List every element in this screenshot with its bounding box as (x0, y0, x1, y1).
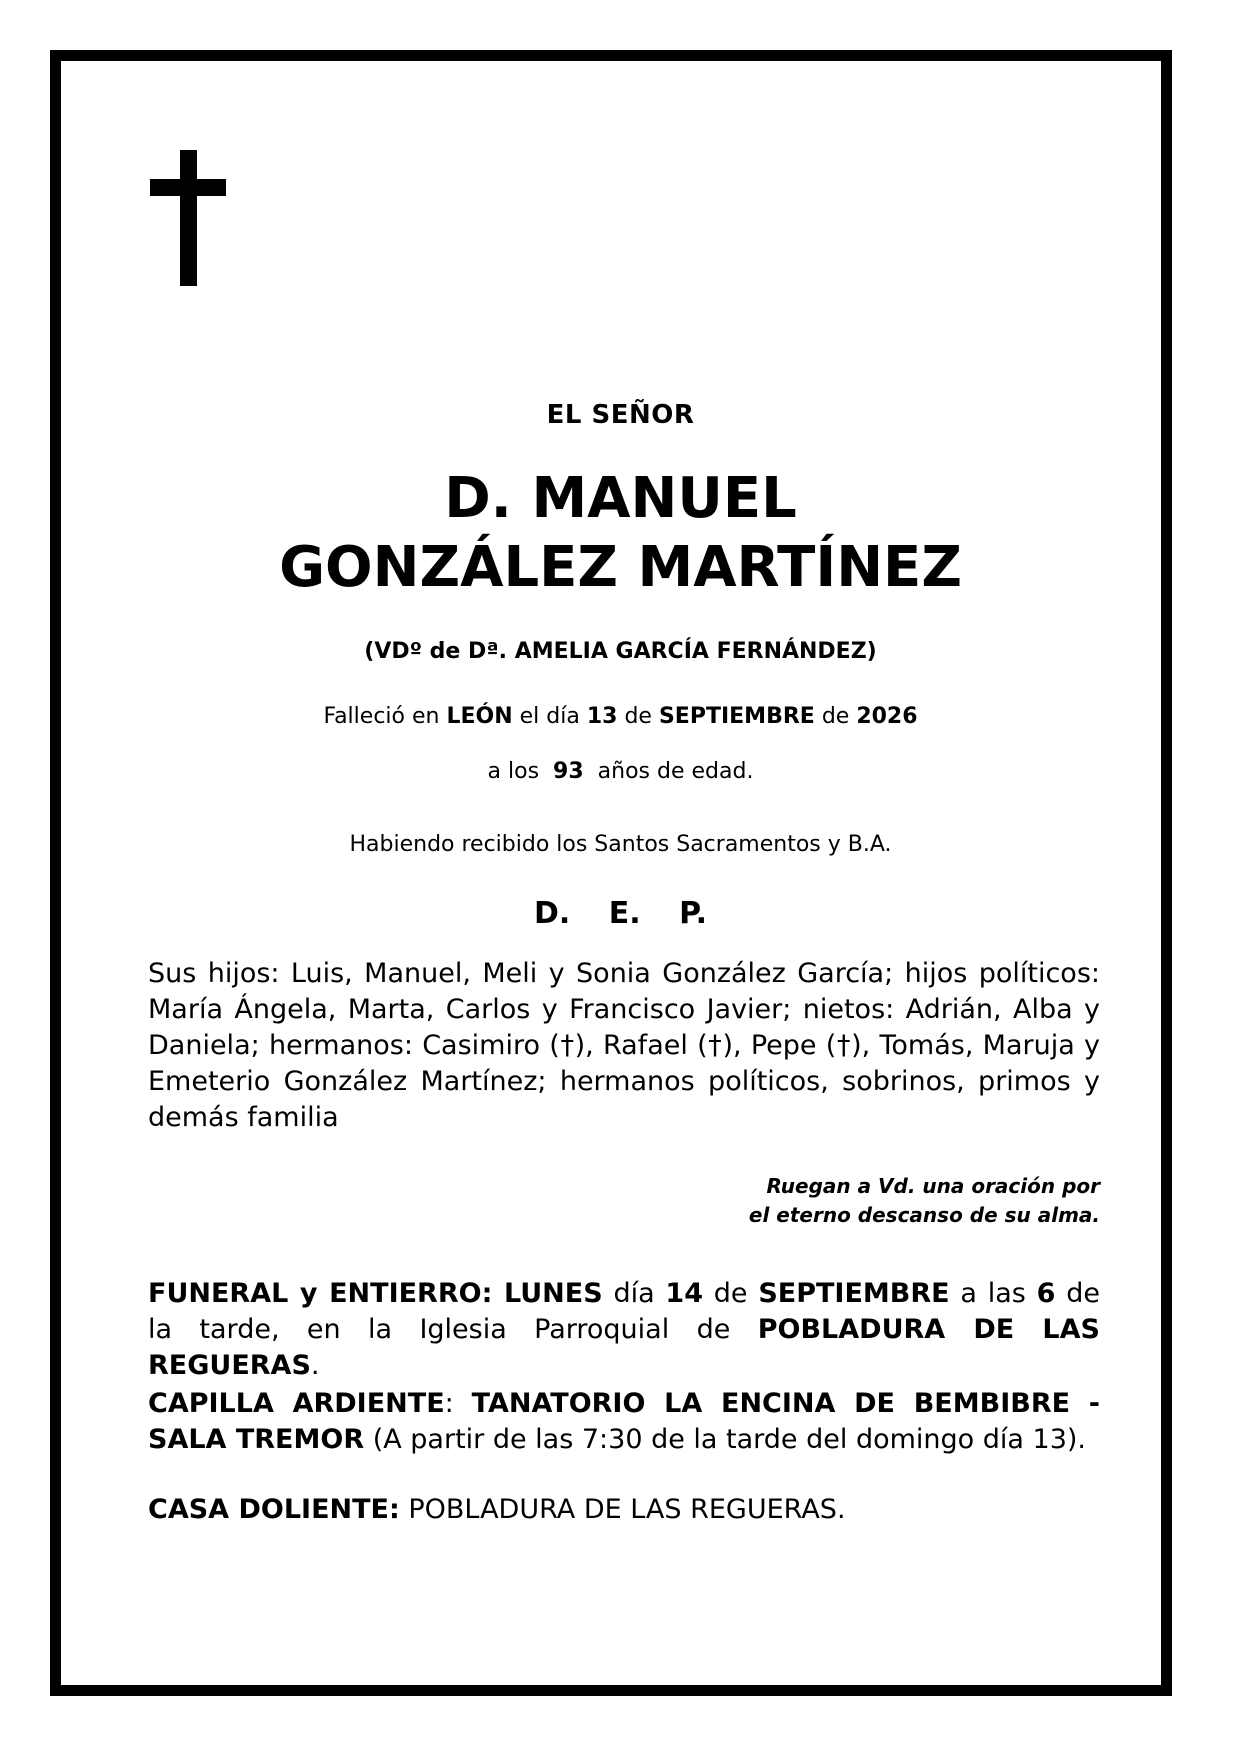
chapel-label: CAPILLA ARDIENTE (148, 1388, 445, 1419)
death-day-word: el día (519, 704, 580, 729)
sacraments-line: Habiendo recibido los Santos Sacramentos y B.A. (349, 832, 892, 857)
pre-title: EL SEÑOR (546, 400, 695, 430)
death-day: 13 (586, 704, 618, 729)
chapel-paragraph (148, 1386, 1100, 1458)
death-prefix: Falleció en (323, 704, 440, 729)
funeral-place: POBLADURA DE LAS REGUERAS (148, 1314, 1100, 1381)
death-month-word: de (624, 704, 652, 729)
cross-horizontal-bar (150, 179, 226, 196)
deceased-name-line2: GONZÁLEZ MARTÍNEZ (279, 535, 962, 600)
funeral-text-3: a las (949, 1278, 1037, 1309)
age-years: 93 (553, 759, 584, 784)
funeral-text-4: de la tarde, en la Iglesia Parroquial de (148, 1278, 1100, 1345)
age-suffix: años de edad. (597, 759, 754, 784)
family-paragraph: Sus hijos: Luis, Manuel, Meli y Sonia González García; hijos políticos: María Ángela, Marta, Carlos y Francisco Javier; nietos: Adrián, Alba y Daniela; hermanos: Casimiro (†), Rafael (†), Pepe (†), Tomás, Maruja y Emeterio González Martínez; hermanos políticos, sobrinos, primos y demás familia (148, 958, 1100, 1133)
house-place: POBLADURA DE LAS REGUERAS. (399, 1494, 846, 1525)
death-year: 2026 (856, 704, 918, 729)
death-place: LEÓN (446, 704, 513, 729)
funeral-hour: 6 (1036, 1278, 1056, 1309)
funeral-month: SEPTIEMBRE (758, 1278, 950, 1309)
house-paragraph (148, 1492, 1100, 1528)
funeral-text-1: día (602, 1278, 666, 1309)
age-prefix: a los (487, 759, 540, 784)
dep-line: D. E. P. (534, 896, 707, 931)
latin-cross-icon (150, 150, 226, 286)
funeral-label: FUNERAL y ENTIERRO: LUNES (148, 1278, 603, 1309)
death-year-word: de (821, 704, 850, 729)
death-month: SEPTIEMBRE (658, 704, 815, 729)
chapel-place: TANATORIO LA ENCINA DE BEMBIBRE - SALA TREMOR (148, 1388, 1100, 1455)
death-line (0, 704, 1241, 729)
funeral-text-5: . (310, 1350, 320, 1381)
cross-vertical-bar (180, 150, 197, 286)
prayer-line2: el eterno descanso de su alma. (748, 1203, 1100, 1227)
chapel-colon: : (444, 1388, 472, 1419)
house-label: CASA DOLIENTE: (148, 1494, 400, 1525)
age-line (0, 759, 1241, 784)
chapel-note: (A partir de las 7:30 de la tarde del domingo día 13). (364, 1424, 1087, 1455)
deceased-name-line1: D. MANUEL (444, 466, 797, 531)
widow-of-line: (VDº de Dª. AMELIA GARCÍA FERNÁNDEZ) (364, 639, 877, 664)
prayer-note (600, 1172, 1100, 1230)
funeral-paragraph (148, 1276, 1100, 1384)
funeral-day: 14 (665, 1278, 703, 1309)
prayer-line1: Ruegan a Vd. una oración por (766, 1174, 1100, 1198)
funeral-text-2: de (703, 1278, 759, 1309)
